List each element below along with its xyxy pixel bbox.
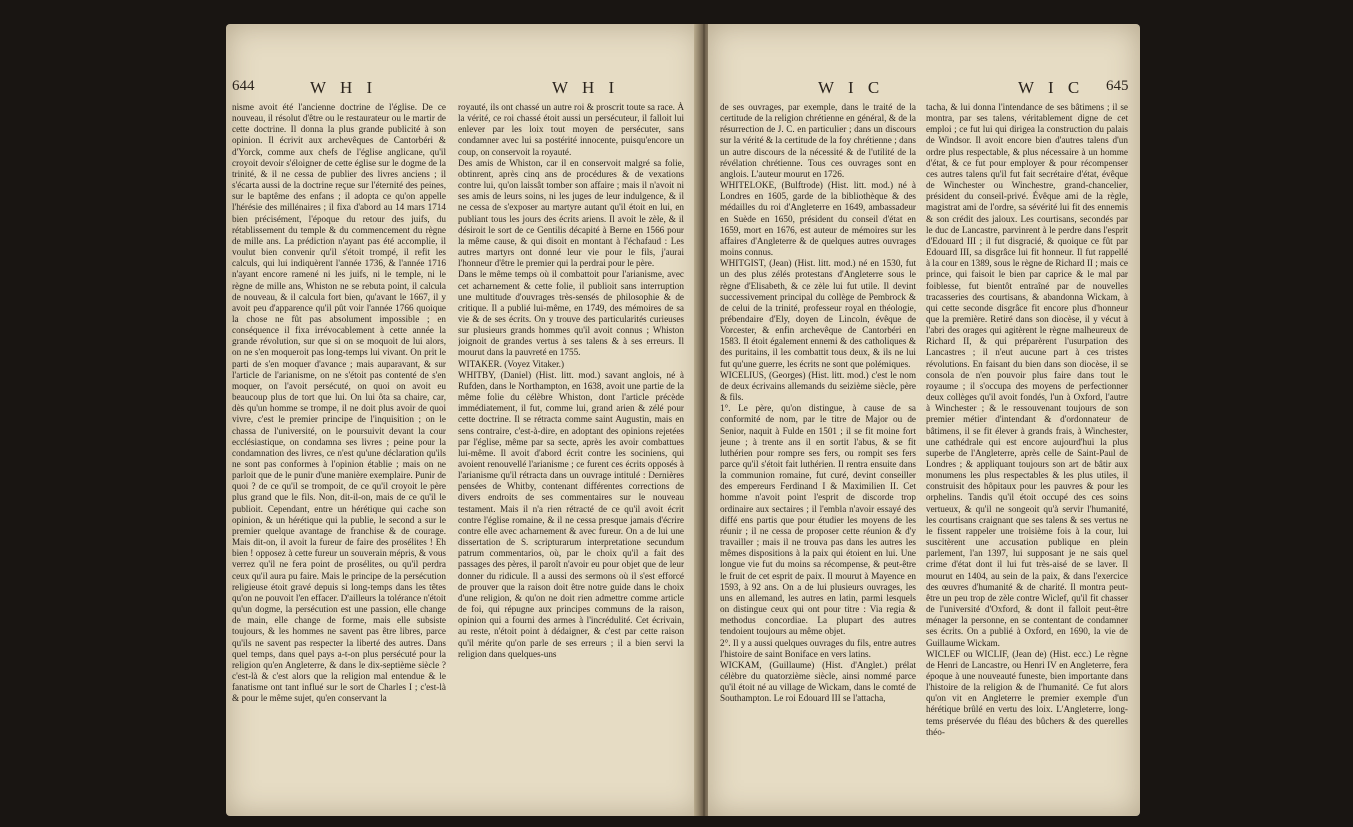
running-head-left-col1: W H I [310,78,378,97]
right-page-column-1 [720,102,916,816]
text-paragraph: de ses ouvrages, par exemple, dans le traité de la certitude de la religion chrétienne en général, & de la résurrection de J. C. en particulier ; dans un discours sur la vérité & la certitude de la foy chrétienne ; dans un autre discours de la nécessité & de l'utilité de la révélation chrétienne. Tous ces ouvrages sont en anglois. L'auteur mourut en 1726. WHITELOKE, (Bulftrode) (Hist. litt. mod.) né à Londres en 1605, garde de la bibliothèque & des médailles du roi d'Angleterre en 1649, ambassadeur en Suède en 1650, président du conseil d'état en 1659, mort en 1676, est auteur de mémoires sur les affaires d'Angleterre & de quelques autres ouvrages moins connus. WHITGIST, (Jean) (Hist. litt. mod.) né en 1530, fut un des plus zélés protestans d'Angleterre sous le règne d'Elisabeth, & ce zèle lui fut utile. Il devint successivement principal du collège de Pembrock & de celui de la trinité, professeur royal en théologie, prébendaire d'Ely, doyen de Lincoln, évêque de Vorcester, & enfin archevêque de Cantorbéri en 1583. Il étoit également ennemi & des catholiques & des puritains, il les combattit tous deux, & ils ne lui fut qu'une guerre, les écrits ne sont que polémiques. WICELIUS, (Georges) (Hist. litt. mod.) c'est le nom de deux écrivains allemands du seizième siècle, père & fils. 1°. Le père, qu'on distingue, à cause de sa conformité de nom, par le titre de Major ou de Senior, naquit à Fulde en 1501 ; il se fit moine fort jeune ; à trente ans il en sortit l'abus, & se fit luthérien pour rompre ses fers, ou rompit ses fers parce qu'il s'étoit fait luthérien. Il rentra ensuite dans la communion romaine, fut curé, devint conseiller des empereurs Ferdinand I & Maximilien II. Cet homme n'avoit point l'esprit de discorde trop ordinaire aux sectaires ; il l'embla n'avoir essayé des diffé ens partis que pour étudier les moyens de les réunir ; il ne cessa de proposer cette réunion & d'y travailler ; mais il ne trouva pas dans les autres les mêmes dispositions à la paix qui étoient en lui. Une longue vie fut du moins sa récompense, & peut-être le fruit de cet esprit de paix. Il mourut à Mayence en 1593, à 92 ans. On a de lui plusieurs ouvrages, les uns en allemand, les autres en latin, parmi lesquels on distingue ceux qui ont pour titre : Via regia & methodus concordiae. La plupart des autres tendoient toujours au même objet. 2°. Il y a aussi quelques ouvrages du fils, entre autres l'histoire de saint Boniface en vers latins. WICKAM, (Guillaume) (Hist. d'Anglet.) prélat célèbre du quatorzième siècle, ainsi nommé parce qu'il étoit né au village de Wickam, dans le comté de Southampton. Le roi Edouard III se l'attacha, [720,102,916,704]
text-paragraph: tacha, & lui donna l'intendance de ses bâtimens ; il se montra, par ses talens, véritablement digne de cet emploi ; ce fut lui qui dirigea la construction du palais de Windsor. Il avoit encore bien d'autres talens d'un ordre plus respectable, & plus nécessaire à un homme d'état, & ce fut pour employer & pour récompenser ces autres talens qu'il fut fait secrétaire d'état, évêque de Winchester ou Winchestre, grand-chancelier, président du conseil-privé. Évêque ami de la règle, magistrat ami de l'ordre, sa sévérité lui fit des ennemis & son crédit des jaloux. Les courtisans, secondés par le duc de Lancastre, parvinrent à le perdre dans l'esprit d'Edouard III ; il fut disgracié, & quoique ce fût par Edouard III, sa disgrâce lui fit honneur. Il fut rappellé à la cour en 1389, sous le règne de Richard II ; mais ce prince, qui faisoit le bien par caprice & le mal par foiblesse, fut bientôt entraîné par de nouvelles tracasseries des courtisans, & abandonna Wickam, à qui cette seconde disgrâce fit encore plus d'honneur que la première. Retiré dans son diocèse, il y vécut à l'abri des orages qui agitèrent le règne malheureux de Richard II, & qui préparèrent l'usurpation des Lancastres ; il n'eut aucune part à ces tristes révolutions. En faisant du bien dans son diocèse, il se consola de n'en pouvoir plus faire dans tout le royaume ; il s'occupa des moyens de perfectionner deux collèges qu'il avoit fondés, l'un à Oxford, l'autre à Winchester ; & le ressouvenant toujours de son premier métier d'intendant & d'ordonnateur de bâtimens, il se fit élever à grands frais, à Winchester, une cathédrale qui est encore aujourd'hui la plus superbe de l'Angleterre, après celle de Saint-Paul de Londres ; & appliquant toujours son art de bâtir aux monumens les plus respectables & les plus utiles, il construisit des hôpitaux pour les pauvres & pour les orphelins. Tandis qu'il étoit occupé des ces soins vertueux, & qu'il ne songeoit qu'à servir l'humanité, les courtisans craignant que ses talens & ses vertus ne le fissent rappeler une troisième fois à la cour, lui suscitèrent une accusation publique en plein parlement, l'an 1397, lui supposant je ne sais quel crime d'état dont il lui fut très-aisé de se laver. Il mourut en 1404, au sein de la paix, & dans l'exercice des œuvres d'humanité & de charité. Il montra peut-être un peu trop de zèle contre Wiclef, qu'il fit chasser de l'université d'Oxford, & dont il falloit peut-être ménager la personne, en se contentant de condamner ses écrits. On a publié à Oxford, en 1690, la vie de Guillaume Wickam. WICLEF ou WICLIF, (Jean de) (Hist. ecc.) Le règne de Henri de Lancastre, ou Henri IV en Angleterre, fera époque à une nouveauté funeste, bien importante dans l'histoire de la religion & de l'humanité. Ce fut alors qu'on vit en Angleterre le premier exemple d'un hérétique brûlé en vertu des loix. L'Angleterre, long-tems préservée du fléau des bûchers & des querelles théo- [926,102,1128,737]
running-head-right-col2: W I C [1018,78,1085,97]
left-running-head [226,78,702,102]
left-page [226,24,702,816]
text-paragraph: royauté, ils ont chassé un autre roi & proscrit toute sa race. À la vérité, ce roi chassé étoit aussi un persécuteur, il falloit lui enlever par les loix tout moyen de persécuter, sans condamner avec lui sa postérité innocente, puisqu'encore un coup, on conservoit la royauté. Des amis de Whiston, car il en conservoit malgré sa folie, obtinrent, après cinq ans de procédures & de vexations contre lui, qu'on laissât tomber son affaire ; mais il n'avoit ni ses amis de leurs soins, ni les juges de leur indulgence, & il ne cessa de s'exposer au martyre autant qu'il étoit en lui, en publiant tous les jours des écrits ariens. Il avoit le zèle, & il désiroit le sort de ce Gentilis décapité à Berne en 1566 pour la même cause, & qui disoit en montant à l'échafaud : Les autres martyrs ont donné leur vie pour le fils, j'aurai l'honneur d'être le premier qui la perdrai pour le père. Dans le même temps où il combattoit pour l'arianisme, avec cet acharnement & cette folie, il publioit sans interruption une multitude d'ouvrages très-sensés de philosophie & de critique. Il a publié lui-même, en 1749, des mémoires de sa vie & de ses écrits. On y trouve des particularités curieuses sur plusieurs grands hommes qu'il avoit connus ; Whiston joignoit de grandes vertus à ses talens & à ses erreurs. Il mourut dans la pauvreté en 1755. WITAKER. (Voyez Vitaker.) WHITBY, (Daniel) (Hist. litt. mod.) savant anglois, né à Rufden, dans le Northampton, en 1638, avoit une partie de la même folie du célèbre Whiston, dont l'article précède immédiatement, il fut, comme lui, grand arien & zélé pour cette doctrine. Il se rétracta comme saint Augustin, mais en sens contraire, c'est-à-dire, en adoptant des opinions rejetées par l'église, même par sa secte, après les avoir combattues lui-même. Il avoit d'abord écrit contre les sociniens, qui avoient renouvellé l'arianisme ; ce furent ces écrits opposés à l'arianisme qu'il rétracta dans un ouvrage intitulé : Dernières pensées de Whitby, contenant différentes corrections de divers endroits de ses commentaires sur le nouveau testament. Mais il n'a rien rétracté de ce qu'il avoit écrit contre l'église romaine, & il ne cessa presque jamais d'écrire contre elle avec acharnement & avec fureur. On a de lui une dissertation de S. scripturarum interpretatione secundum patrum commentarios, où, par le choix qu'il a fait des passages des pères, il paroît n'avoir eu pour objet que de leur donner du ridicule. Il a aussi des sermons où il s'est efforcé de prouver que la raison doit être notre guide dans le choix d'une religion, & qu'on ne doit rien admettre comme article de foi, qui répugne aux principes communs de la raison, opinion qui a fourni des armes à l'incrédulité. Cet écrivain, au reste, n'étoit point à dédaigner, & c'est par cette raison qu'il mérite qu'on parle de ses erreurs ; il a bien servi la religion dans quelques-uns [458,102,684,659]
page-number-left: 644 [232,78,255,94]
left-page-column-1 [232,102,446,816]
right-page-column-2 [926,102,1128,816]
page-number-right: 645 [1106,78,1129,94]
right-running-head [708,78,1140,102]
running-head-left-col2: W H I [552,78,620,97]
left-page-column-2 [458,102,684,816]
text-paragraph: nisme avoit été l'ancienne doctrine de l'église. De ce nouveau, il résolut d'être ou le restaurateur ou le martir de cette doctrine. Il donna la plus grande publicité à son opinion. Il écrivit aux archevêques de Cantorbéri & d'Yorck, comme aux chefs de l'église anglicane, qu'il croyoit devoir s'éloigner de cette église sur le dogme de la trinité, & il ne cessa de publier des livres anciens ; il s'écarta aussi de la doctrine reçue sur l'éternité des peines, sur le baptême des enfans ; il adopta ce qu'on appelle l'hérésie des millénaires ; il fixa d'abord au 14 mars 1714 bien précisément, l'époque du retour des juifs, du rétablissement du temple & du commencement du règne de mille ans. La prédiction n'ayant pas été accomplie, il voulut bien convenir qu'il s'étoit trompé, il refit les calculs, qui lui indiquèrent l'année 1736, & l'année 1716 n'ayant encore ramené ni les juifs, ni le temple, ni le règne de mille ans, Whiston ne se rebuta point, il calcula de nouveau, & il calcula fort bien, qu'avant le 1667, il y avoit peu d'apparence qu'il pût voir l'année 1766 quoique la chose ne fût pas absolument impossible ; en conséquence il fixa irrévocablement à cette année la grande révolution, sur que si on se moquoit de lui alors, on ne s'en moqueroit pas long-temps lui vivant. On prit le parti de s'en moquer d'avance ; mais auparavant, & sur l'article de l'arianisme, on ne s'étoit pas contenté de s'en moquer, on l'avoit persécuté, on quoi on avoit eu beaucoup plus de tort que lui. On lui ôta sa chaire, car, dès qu'un homme se trompe, il ne doit plus avoir de quoi vivre, c'est le premier principe de l'inquisition ; on le chassa de l'université, on le poursuivit devant la cour ecclésiastique, on condamna ses livres ; peine pour la condamnation des livres, ce n'est qu'une déclaration qu'ils ne sont pas conformes à l'opinion établie ; mais on ne parloit que de le punir d'une manière exemplaire. Punir de quoi ? de ce qu'il se trompoit, de ce qu'il croyoit le père plus grand que le fils. Non, dit-il-on, mais de ce qu'il le publioit. Cependant, entre un hérétique qui cache son opinion, & un hérétique qui la publie, le second a sur le premier quelque avantage de franchise & de courage. Mais dit-on, il avoit la fureur de faire des prosélites ! Eh bien ! opposez à cette fureur un souverain mépris, & vous verrez qu'il ne fera point de prosélites, ou qu'il perdra ceux qu'il aura pu faire. Mais le principe de la persécution religieuse étoit gravé depuis si long-temps dans les têtes qu'on ne pouvoit l'en effacer. D'ailleurs la tolérance n'étoit qu'un dogme, la persécution est une passion, elle change de main, elle change de forme, mais elle subsiste toujours, & les hommes ne savent pas être libres, parce qu'ils ne savent pas respecter la liberté des autres. Dans quel temps, dans quel pays a-t-on plus persécuté pour la religion qu'en Angleterre, & dans le dix-septième siècle ? c'est-là & c'est alors que la religion mal entendue & le fanatisme ont tant influé sur le sort de Charles I ; c'est-là & pour le même sujet, qu'en conservant la [232,102,446,704]
right-page [708,24,1140,816]
running-head-right-col1: W I C [818,78,885,97]
